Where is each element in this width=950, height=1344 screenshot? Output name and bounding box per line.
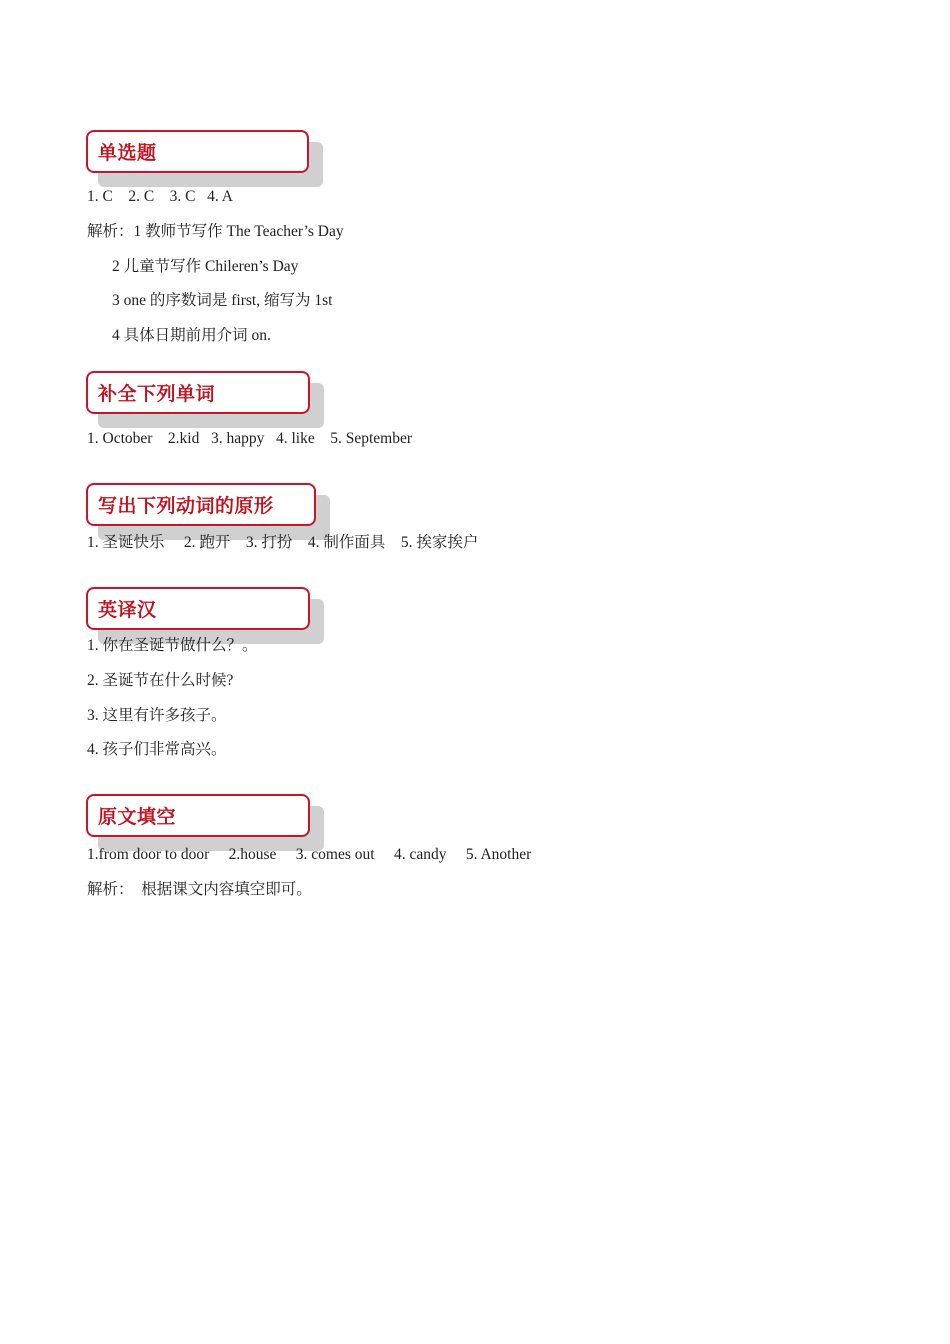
- answer-line: 1.from door to door 2.house 3. comes out 4. candy 5. Another: [87, 846, 532, 863]
- section-title-complete-words: [86, 371, 310, 414]
- section-title-label: 单选题: [98, 142, 157, 164]
- section-title-label: 补全下列单词: [98, 383, 216, 405]
- section-title-single-choice: [86, 130, 309, 173]
- section-title-fill-in-text: [86, 794, 310, 837]
- explanation-line: 2 儿童节写作 Chileren’s Day: [112, 258, 299, 275]
- answer-line: 1. C 2. C 3. C 4. A: [87, 188, 233, 205]
- section-title-label: 英译汉: [98, 599, 157, 621]
- answer-line: 4. 孩子们非常高兴。: [87, 741, 227, 758]
- answer-line: 3. 这里有许多孩子。: [87, 707, 227, 724]
- section-title-verb-base-form: [86, 483, 316, 526]
- explanation-line: 3 one 的序数词是 first, 缩写为 1st: [112, 292, 333, 309]
- explanation-line: 4 具体日期前用介词 on.: [112, 327, 271, 344]
- answer-line: 2. 圣诞节在什么时候?: [87, 672, 234, 689]
- answer-line: 1. 圣诞快乐 2. 跑开 3. 打扮 4. 制作面具 5. 挨家挨户: [87, 534, 479, 551]
- section-title-label: 原文填空: [98, 806, 177, 828]
- answer-line: 1. October 2.kid 3. happy 4. like 5. September: [87, 430, 413, 447]
- explanation-line: 解析： 根据课文内容填空即可。: [87, 881, 312, 898]
- section-title-english-to-chinese: [86, 587, 310, 630]
- explanation-line: 解析：1 教师节写作 The Teacher’s Day: [87, 223, 344, 240]
- section-title-label: 写出下列动词的原形: [98, 495, 274, 517]
- answer-line: 1. 你在圣诞节做什么？。: [87, 637, 258, 654]
